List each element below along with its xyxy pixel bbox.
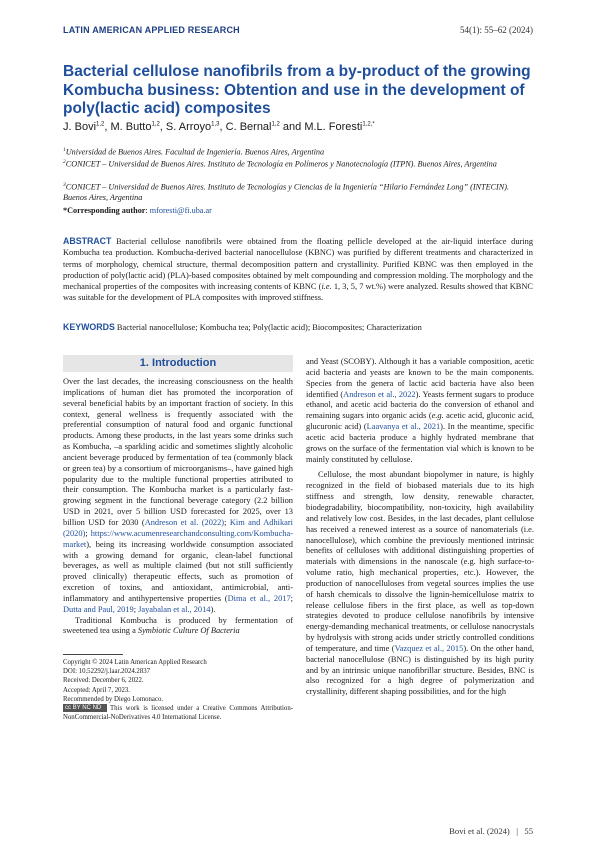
author-name: M. Butto [110,121,152,133]
author-affiliation-marker: 1,3 [211,121,220,128]
abstract [63,236,533,304]
citation-link[interactable]: Andreson et al., 2022 [343,389,416,399]
license-text: This work is licensed under a Creative Commons Attribution-NonCommercial-NoDerivatives 4.0 International License. [63,705,293,722]
paragraph-text: acetic acid, gluconic acid, glucuronic acid) ( [306,411,534,432]
affiliation [63,145,533,158]
keywords-label: KEYWORDS [63,322,115,332]
citation-link[interactable]: Kim and Adhikari (2020) [63,517,294,538]
paragraph-text: ). In the meantime, specific acetic acid bacteria produce a highly hydrated membrane that grows on the surface of the fermentation vial which is known to be mainly constituted by cellulose. [306,422,534,464]
cc-badge-text: cc BY NC ND [65,705,102,712]
scoby-term: Symbiotic Culture Of Bacteria [137,626,240,636]
paragraph-text: ). Yeasts ferment sugars to produce ethanol, and acetic acid bacteria do the conversion of ethanol and remaining sugars into organic acids ( [306,389,534,421]
citation-link[interactable]: Vazquez et al., 2015 [394,643,464,653]
footnote-divider [63,654,123,655]
corresponding-email-link[interactable]: mforesti@fi.uba.ar [149,206,212,215]
author-name: J. Bovi [63,121,97,133]
paragraph-text: ; [290,593,293,603]
url-link[interactable]: https://www.acumenresearchandconsulting.com/Kombucha-market [63,528,293,549]
paragraph-text: and Yeast (SCOBY). Although it has a variable composition, acetic acid bacteria and yeasts are known to be the main components. Species from the genera of lactic acid bacteria have also been identified ( [306,357,534,399]
paragraph-text: ; [224,517,230,527]
affiliation-number: 3 [63,182,66,188]
copyright-line: Copyright © 2024 Latin American Applied Research [63,659,207,666]
paper-title: Bacterial cellulose nanofibrils from a by-product of the growing Kombucha business: Obtention and use in the development of poly(lactic acid) composites [63,63,531,117]
paragraph-text: ; [133,604,139,614]
affiliation-text: CONICET – Universidad de Buenos Aires. Instituto de Tecnología en Polímeros y Nanotecnología (ITPN). Buenos Aires, Argentina [65,159,497,169]
abstract-text: 1, 3, 5, 7 wt.%) were analyzed. Results showed that KBNC was suitable for the development of PLA composites with improved stiffness. [63,282,534,303]
paragraph-text: Over the last decades, the increasing consciousness on the health implications of human diet has promoted the incorporation of several beneficial habits by an important fraction of society. In this context, general wellness is frequently associated with the preferential consumption of natural food and organic functional products. Among these products, in the last years some drinks such as Kombucha, –a sparkling acidic and sometimes slightly alcoholic ancient beverage produced by fermentation of tea (commonly black or green tea) by a consortium of microorganisms–, have gained high popularity due to the multiple functional properties attributed to their consumption. The Kombucha market is a particularly fast-growing segment in the functional beverage category (2.2 billion USD in 2021, over 5 billion USD forecasted for 2025, over 13 billion USD for 2030 ( [63,377,293,527]
abstract-ie: i.e. [321,282,332,292]
affiliation [63,180,533,203]
intro-paragraph-1 [63,377,293,616]
keywords-text: Bacterial nanocellulose; Kombucha tea; Poly(lactic acid); Biocomposites; Characterization [116,323,422,332]
abstract-label: ABSTRACT [63,236,112,246]
intro-paragraph-2 [63,616,293,638]
journal-name: LATIN AMERICAN APPLIED RESEARCH [63,25,240,35]
affiliation-text: CONICET – Universidad de Buenos Aires. Instituto de Tecnologías y Ciencias de la Ingeniería “Hilario Fernández Long” (INTECIN). Buenos Aires, Argentina [63,182,509,202]
citation-link[interactable]: Dutta and Paul, 2019 [63,604,134,614]
author-name: S. Arroyo [165,121,212,133]
author-affiliation-marker: 1,2 [271,121,280,128]
eg-abbrev: e.g. [431,411,444,421]
left-column [63,377,293,637]
citation-link[interactable]: Laavanya et al., 2021 [366,422,441,432]
affiliation-number: 2 [63,159,66,165]
license-statement [63,704,293,722]
paragraph-text: ), being its increasing worldwide consumption associated with a growing demand for organic, clean-label functional beverages, as well as multiple claimed (but not still sufficiently proved clinically) therapeutic effects, such as promotion of excretion of toxins, and antioxidant, antimicrobial, anti-inflammatory and antihypertensive properties ( [63,539,293,603]
intro-paragraph-3 [306,357,534,465]
author-affiliation-marker: 1,2 [151,121,160,128]
received-date: Received: December 6, 2022. [63,677,144,685]
paragraph-text: Traditional Kombucha is produced by fermentation of sweetened tea using a [63,615,293,636]
right-column [306,357,534,698]
doi-line[interactable]: DOI: 10.52292/j.laar.2024.2837 [63,668,151,676]
affiliation-number: 1 [63,147,66,153]
corresponding-label: *Corresponding author [63,206,146,215]
intro-paragraph-4 [306,470,534,698]
footnotes [63,658,293,722]
volume-info: 54(1): 55–62 (2024) [460,25,533,35]
paragraph-text: ). On the other hand, bacterial nanocellulose (BNC) is distinguished by its high purity and by an intrinsic unique nanofibrillar structure. Besides, BNC is also recognized for a high degree of polymerization and crystallinity, different shaping possibilities, and for the high [306,643,535,697]
recommended-by: Recommended by Diego Lomonaco. [63,695,164,703]
abstract-text: Bacterial cellulose nanofibrils were obtained from the floating pellicle developed at the air-liquid interface during Kombucha tea production. Kombucha-derived bacterial nanocellulose (KBNC) was purified by different treatments and characterized in terms of morphology, chemical structure, thermal decomposition pattern and crystallinity. Purified KBNC was then employed in the production of poly(lactic acid) (PLA)-based composites obtained by melt compounding and compression molding. The morphology and the mechanical properties of the composites with increasing contents of KBNC ( [63,237,534,292]
author-name: C. Bernal [225,121,272,133]
citation-link[interactable]: Jayabalan et al., 2014 [138,604,211,614]
author-affiliation-marker: 1,2 [96,121,105,128]
citation-link[interactable]: Andreson et al. (2022) [144,517,225,527]
author-affiliation-marker: 1,2,* [362,121,375,128]
affiliation [63,157,533,170]
corresponding-author: *Corresponding author: mforesti@fi.uba.ar [63,206,212,215]
creative-commons-badge-icon[interactable] [63,704,107,712]
affiliation-text: Universidad de Buenos Aires. Facultad de Ingeniería. Buenos Aires, Argentina [65,147,325,157]
accepted-date: Accepted: April 7, 2023. [63,686,131,694]
paragraph-text: ). [210,604,216,614]
paragraph-text: Cellulose, the most abundant biopolymer in nature, is highly recognized in the field of biobased materials due to its high stiffness and strength, low density, renewable character, biodegradability, biocompatibility, non-toxicity, high availability and relatively low cost. Besides, in the last decades, plant cellulose has received a renewed interest as a source of nanomaterials (i.e. nanocellulose), which combine the previously mentioned intrinsic benefits of celluloses with additional distinguishing properties of materials with dimensions in the nanoscale (e.g. high surface-to-volume ratio, high mechanical properties, etc.). However, the production of nanocelluloses from vegetal sources implies the use of harsh chemicals to dissolve the lignin-hemicellulose matrix to release cellulose fibers in the first place, as well as top-down strategies devoted to produce cellulose nanofibrils by intensive energy-demanding mechanical treatments, or cellulose nanocrystals by hydrolysis with strong acids under strictly controlled conditions of temperature, and time ( [306,470,534,653]
section-heading: 1. Introduction [63,355,293,372]
keywords [63,322,533,333]
citation-link[interactable]: Dima et al., 2017 [227,593,291,603]
paragraph-text: ; [85,528,91,538]
author-name: M.L. Foresti [304,121,363,133]
page-footer: Bovi et al. (2024) | 55 [449,826,533,836]
author-list: J. Bovi$^{1,2}$, M. Butto$^{1,2}$, S. Arroyo$^{1,3}$, C. Bernal$^{1,2}$ and M.L. Foresti$^{1,2,*}$ [63,121,375,133]
